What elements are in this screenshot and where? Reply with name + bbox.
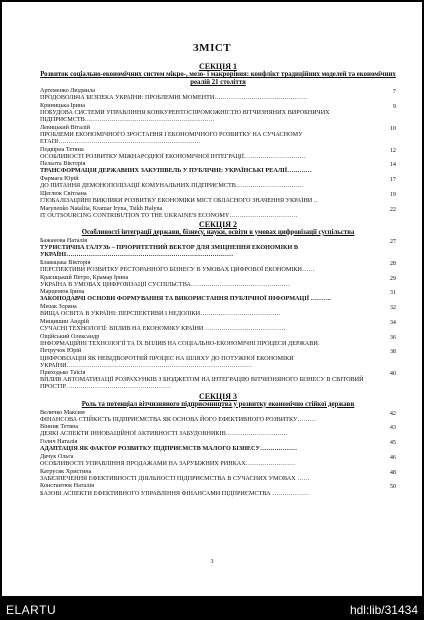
entry-title: УКРАЇНА В УМОВАХ ЦИФРОВІЗАЦІЇ СУСПІЛЬСТВА………………………………………… <box>40 280 290 288</box>
toc-entry[interactable] <box>40 468 396 482</box>
entry-title: ПРОДОВОЛЬЧА БЕЗПЕКА УКРАЇНИ: ПРОБЛЕМНІ МОМЕНТИ……………………………………… <box>40 94 308 102</box>
entry-page-number: 48 <box>389 468 396 476</box>
entry-page-number: 22 <box>389 205 396 213</box>
entry-author: Константюк Наталія <box>40 482 94 490</box>
entry-page-number: 7 <box>392 88 396 95</box>
toc-entry[interactable] <box>40 409 396 423</box>
entry-author: Петручок Юрій <box>40 347 82 355</box>
entry-page-number: 42 <box>389 409 396 417</box>
entry-author: Блавацька Вікторія <box>40 258 91 266</box>
entry-title: IT OUTSOURCING CONTRIBUTION TO THE UKRAINE'S ECONOMY…………………………… <box>40 211 298 219</box>
entry-title: ДЕЯКІ АСПЕКТИ ІННОВАЦІЙНОЇ АКТИВНОСТІ ЗАБУДОВНИКІВ………………………… <box>40 430 288 438</box>
entry-page-number: 45 <box>389 439 396 447</box>
entry-page-number: 38 <box>389 348 396 356</box>
toc-entry[interactable] <box>40 318 396 332</box>
entry-author: Пельота Вікторія <box>40 160 86 168</box>
table-of-contents <box>40 61 396 497</box>
entry-page-number: 46 <box>389 453 396 461</box>
entry-page-number: 28 <box>389 259 396 267</box>
toc-entry[interactable] <box>40 288 396 302</box>
toc-entry[interactable] <box>40 369 396 390</box>
entry-page-number: 9 <box>392 102 396 110</box>
entry-title: ЗАКОНОДАВЧІ ОСНОВИ ФОРМУВАННЯ ТА ВИКОРИСТАННЯ ПУБЛІЧНОЇ ІНФОРМАЦІЇ ………. <box>40 295 331 303</box>
entry-page-number: 31 <box>389 289 396 297</box>
entry-title: ПРОБЛЕМИ ЕКОНОМІЧНОГО ЗРОСТАННЯ І ЕКОНОМІЧНОГО РОЗВИТКУ НА СУЧАСНОМУ ЕТАПІ…………………………………………………………… <box>40 130 303 145</box>
entry-page-number: 36 <box>389 333 396 341</box>
entry-title: ПЕРСПЕКТИВИ РОЗВИТКУ РЕСТОРАННОГО БІЗНЕСУ В УМОВАХ ЦИФРОВОЇ ЕКОНОМІКИ…… <box>40 265 315 273</box>
entry-page-number: 10 <box>389 124 396 132</box>
page-number: 3 <box>210 559 214 565</box>
toc-entry[interactable] <box>40 87 396 101</box>
entry-page-number: 12 <box>389 146 396 154</box>
section-heading <box>40 62 396 87</box>
viewer-footer <box>0 596 424 620</box>
toc-entry[interactable] <box>40 438 396 452</box>
section-label: СЕКЦІЯ 2 <box>198 219 238 229</box>
entry-title: ІНФОРМАЦІЙНІ ТЕХНОЛОГІЇ ТА ЇХ ВПЛИВ НА СОЦІАЛЬНО-ЕКОНОМІЧНІ ПРОЦЕСИ ДЕРЖАВИ. <box>40 339 320 347</box>
entry-page-number: 50 <box>389 483 396 491</box>
entry-title: ГЛОБАЛІЗАЦІЙНІ ВИКЛИКИ РОЗВИТКУ ЕКОНОМІКИ МІСТ ОБЛАСНОГО ЗНАЧЕННЯ УКРАЇНИ .. <box>40 196 317 204</box>
entry-page-number: 14 <box>389 161 396 169</box>
toc-section <box>40 392 396 497</box>
section-label: СЕКЦІЯ 1 <box>198 62 238 71</box>
toc-entry[interactable] <box>40 347 396 368</box>
entry-author: Артеменко Людмила <box>40 87 95 94</box>
entry-title: ПОБУДОВА СИСТЕМИ УПРАВЛІННЯ КОНКУРЕНТОСПРОМОЖНІСТЮ ВІТЧИЗНЯНИХ ВИРОБНИЧИХ ПІДПРИЄМСТВ……………………………………………………… <box>40 108 330 123</box>
toc-entry[interactable] <box>40 303 396 317</box>
toc-entry[interactable] <box>40 205 396 219</box>
entry-title: ТУРИСТИЧНА ГАЛУЗЬ – ПРІОРИТЕТНИЙ ВЕКТОР ДЛЯ ЗМІЦНЕННЯ ЕКОНОМІКИ В УКРАЇНІ……………………………………………………………………… <box>40 243 298 259</box>
entry-author: Фармага Юрій <box>40 175 79 183</box>
entry-author: Приходько Таїсія <box>40 369 86 377</box>
entry-author: Marynenko Nataliia, Kramar Iryna, Tsikh Halyna <box>40 204 163 212</box>
entry-page-number: 17 <box>389 176 396 184</box>
entry-author: Дячук Ольга <box>40 452 74 460</box>
entry-author: Левицький Віталій <box>40 123 90 131</box>
handle-identifier[interactable]: hdl:lib/31434 <box>349 603 418 617</box>
toc-entry[interactable] <box>40 146 396 160</box>
entry-title: ОСОБЛИВОСТІ РОЗВИТКУ МІЖНАРОДНОЇ ЕКОНОМІЧНОЇ ІНТЕГРАЦІЇ………………………… <box>40 152 306 160</box>
entry-author: Величко Максим <box>40 408 85 416</box>
entry-author: Вінник Тетяна <box>40 423 79 431</box>
toc-entry[interactable] <box>40 274 396 288</box>
repository-name: ELARTU <box>6 603 57 617</box>
entry-author: Мизак Зоряна <box>40 303 77 311</box>
entry-page-number: 32 <box>389 304 396 312</box>
entry-author: Катрусяк Христина <box>40 467 92 475</box>
toc-entry[interactable] <box>40 237 396 258</box>
entry-title: ОСОБЛИВОСТІ УПРАВЛІННЯ ПРОДАЖАМИ НА ЗАРУБІЖНИХ РИНКАХ…………………… <box>40 460 296 467</box>
section-heading <box>40 392 396 409</box>
section-heading <box>40 220 396 237</box>
entry-title: СУЧАСНІ ТЕХНОЛОГІЇ: ВПЛИВ НА ЕКОНОМІКУ КРАЇНИ ………………………………… <box>40 324 286 332</box>
toc-entry[interactable] <box>40 333 396 347</box>
entry-author: Красицький Петро, Крамар Ірина <box>40 273 129 281</box>
page-title: ЗМІСТ <box>192 42 232 54</box>
entry-title: ЗАБЕЗПЕЧЕННЯ ЕФЕКТИВНОСТІ ДІЯЛЬНОСТІ ПІДПРИЄМСТВА В СУЧАСНИХ УМОВАХ …… <box>40 474 310 482</box>
entry-title: ФІНАНСОВА СТІЙКІСТЬ ПІДПРИЄМСТВА ЯК ОСНОВА ЙОГО ЕФЕКТИВНОГО РОЗВИТКУ……… <box>40 415 316 423</box>
entry-author: Подвірна Тетяна <box>40 145 84 153</box>
toc-entry[interactable] <box>40 102 396 123</box>
toc-section <box>40 62 396 219</box>
entry-author: Марценюк Ірина <box>40 288 85 296</box>
toc-entry[interactable] <box>40 190 396 204</box>
entry-page-number: 40 <box>389 370 396 378</box>
section-title: Розвиток соціально-економічних систем мікро-, мезо- і макрорівня: конфлікт традиційних моделей та економічних реалій 21 століття <box>40 71 396 86</box>
entry-title: ВПЛИВ АВТОМАТИЗАЦІЇ РОЗРАХУНКІВ З БЮДЖЕТОМ НА ІНТЕГРАЦІЮ ВІТЧИЗНЯНОГО БІЗНЕСУ В СВІТОВИЙ ПРОСТІР…………………………………………… <box>40 376 364 391</box>
toc-entry[interactable] <box>40 259 396 273</box>
toc-entry[interactable] <box>40 175 396 189</box>
entry-title: ВИЩА ОСВІТА В УКРАЇНІ: ПЕРСПЕКТИВИ І НЕДОЛІКИ………………………………… <box>40 310 281 318</box>
entry-author: Бажанова Наталія <box>40 236 88 244</box>
entry-page-number: 19 <box>389 190 396 198</box>
section-title: Особливості інтеграції держави, бізнесу, науки, освіти в умовах цифровізації суспільства <box>81 228 355 236</box>
entry-page-number: 34 <box>389 318 396 326</box>
toc-section <box>40 220 396 391</box>
document-page <box>2 2 422 596</box>
section-label: СЕКЦІЯ 3 <box>198 391 238 401</box>
toc-entry[interactable] <box>40 423 396 437</box>
entry-author: Криницька Ірина <box>40 101 86 109</box>
entry-author: Мищишин Андрій <box>40 317 89 325</box>
entry-title: АДАПТАЦІЯ ЯК ФАКТОР РОЗВИТКУ ПІДПРИЄМСТВ МАЛОГО БІЗНЕСУ……………… <box>40 445 298 453</box>
entry-page-number: 29 <box>389 274 396 282</box>
entry-page-number: 43 <box>389 424 396 432</box>
entry-title: ЦИФРОВІЗАЦІЯ ЯК НЕВІДВОРОТНІЙ ПРОЦЕС НА ШЛЯХУ ДО ПОТУЖНОЇ ЕКОНОМІКИ УКРАЇНИ……………………………………………………………………………… <box>40 354 294 369</box>
entry-title: БАЗОВІ АСПЕКТИ ЕФЕКТИВНОГО УПРАВЛІННЯ ФІНАНСАМИ ПІДПРИЄМСТВА ……………… <box>40 489 310 497</box>
toc-entry[interactable] <box>40 453 396 467</box>
entry-page-number: 27 <box>389 237 396 245</box>
toc-entry[interactable] <box>40 124 396 145</box>
entry-title: ТРАНСФОРМАЦІЯ ДЕРЖАВНИХ ЗАКУПІВЕЛЬ У ПУБЛІЧНІ: УКРАЇНСЬКІ РЕАЛІЇ………… <box>40 167 312 175</box>
section-title: Роль та потенціал вітчизняного підприємництва у розвитку економічно стійкої держави <box>81 400 355 408</box>
entry-author: Щеглюк Світлана <box>40 189 87 197</box>
toc-entry[interactable] <box>40 160 396 174</box>
entry-author: Голич Наталія <box>40 438 78 446</box>
entry-author: Ощійський Олександр <box>40 332 100 340</box>
toc-entry[interactable] <box>40 482 396 496</box>
entry-title: ДО ПИТАННЯ ДЕМОНОПОЛІЗАЦІЇ КОМУНАЛЬНИХ ПІДПРИЄМСТВ…………………………… <box>40 182 304 190</box>
